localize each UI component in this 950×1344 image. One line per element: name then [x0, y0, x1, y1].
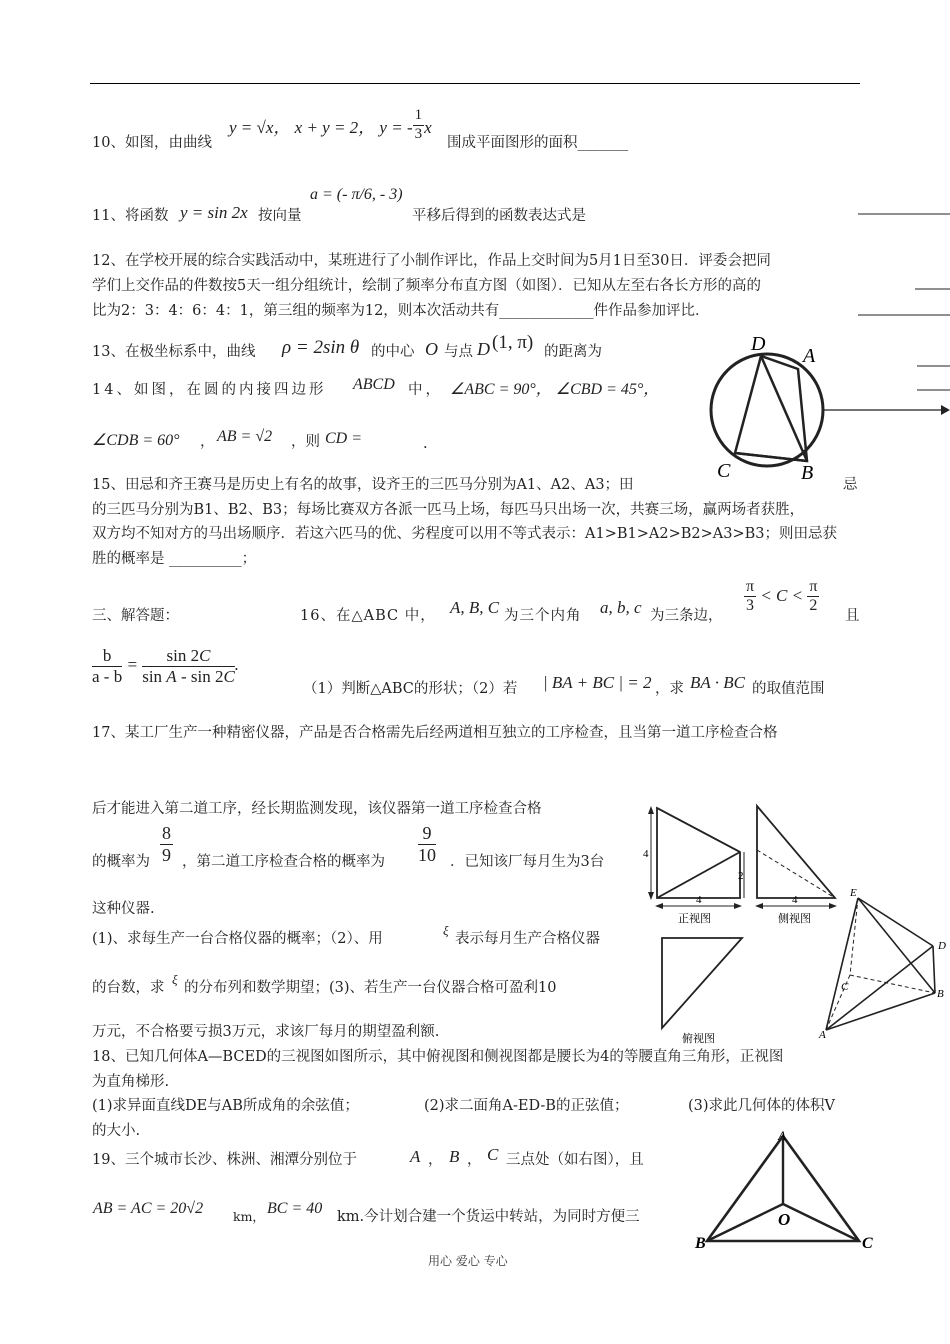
q17-p2-num: 9: [418, 823, 436, 845]
circle-label-c: C: [717, 460, 731, 482]
q19-line1a: 19、三个城市长沙、株洲、湘潭分别位于: [92, 1152, 357, 1168]
front-dim-right: 2: [738, 870, 744, 882]
q17-p1-den: 9: [162, 844, 171, 865]
q16-and: 且: [845, 608, 860, 624]
q16-prefix: 16、在△ABC 中，: [300, 608, 436, 624]
solid-label-d: D: [938, 940, 946, 952]
q18-line4: 的大小.: [92, 1123, 141, 1139]
q10-math-text: y = √x， x + y = 2， y = -: [229, 118, 413, 137]
q17-p2: [418, 823, 436, 865]
q19-comma2: ，: [467, 1152, 482, 1168]
q16-sides: a, b, c: [600, 598, 642, 617]
q14-mid: 中，: [408, 382, 443, 398]
triangle-figure: [692, 1128, 882, 1252]
q10-frac-den: 3: [414, 125, 423, 142]
q13-mid2: 与点: [444, 344, 473, 360]
q15-line4: 胜的概率是 __________；: [92, 551, 257, 567]
three-view-figure: [640, 800, 950, 1048]
q17-p1-num: 8: [162, 823, 171, 843]
q11-mid: 按向量: [258, 208, 302, 224]
q18-line3a: (1)求异面直线DE与AB所成角的余弦值；: [92, 1098, 359, 1114]
header-rule: [90, 83, 860, 84]
q17-line3a: 的概率为: [92, 854, 150, 870]
q12-line1: 12、在学校开展的综合实践活动中，某班进行了小制作评比，作品上交时间为5月1日至30日．评委会把同: [92, 253, 771, 269]
q16-rest3: 的取值范围: [752, 681, 825, 697]
top-view-label: 俯视图: [682, 1033, 715, 1045]
q10-suffix: 围成平面图形的面积_______: [447, 135, 629, 151]
side-dim-width: 4: [792, 894, 798, 906]
q18-line3c: (3)求此几何体的体积V: [688, 1098, 836, 1114]
q16-dot: BA · BC: [690, 673, 745, 692]
q14-cond3: AB = √2: [217, 428, 273, 445]
q14-prefix: 14、如图，在圆的内接四边形: [92, 382, 327, 398]
q16-mid1: 为三个内角: [504, 608, 582, 624]
q16-cond: | BA + BC | = 2: [543, 673, 652, 692]
q13-point: (1, π): [492, 332, 534, 353]
q17-xi-2: ξ: [172, 972, 178, 987]
q13-curve: ρ = 2sin θ: [282, 337, 360, 358]
front-dim-height: 4: [643, 848, 649, 860]
q17-line6b: 的分布列和数学期望；(3)、若生产一台仪器合格可盈利10: [184, 980, 557, 996]
q14-ask: CD =: [325, 430, 363, 447]
q19-comma1: ，: [428, 1152, 443, 1168]
page-footer: 用心 爱心 专心: [428, 1254, 508, 1268]
q19-line2b: km.今计划合建一个货运中转站，为同时方便三: [337, 1209, 640, 1225]
q16-rest2: ，求: [655, 681, 684, 697]
q13-suffix: 的距离为: [544, 344, 602, 360]
q17-xi-1: ξ: [443, 923, 449, 938]
q16-angles: A, B, C: [450, 598, 500, 617]
q18-line3b: (2)求二面角A-ED-B的正弦值；: [424, 1098, 629, 1114]
solid-label-b: B: [937, 988, 944, 1000]
q14-quad: ABCD: [353, 376, 395, 393]
q17-line3b: ，第二道工序检查合格的概率为: [182, 854, 385, 870]
q18-line2: 为直角梯形.: [92, 1074, 170, 1090]
solid-label-c: C: [841, 981, 849, 993]
solid-label-a: A: [819, 1029, 826, 1041]
q16-equation: $\frac{b}{a - b}$ = $\frac{\sin 2C}{\text{sin A - sin 2C}}$ .: [92, 646, 240, 686]
circle-figure: [705, 332, 950, 482]
q17-line6a: 的台数，求: [92, 980, 165, 996]
q17-line4: 这种仪器.: [92, 901, 155, 917]
q14-sep: ，: [200, 434, 215, 450]
q19-c: C: [487, 1145, 499, 1164]
solid-label-e: E: [850, 887, 857, 899]
q19-bc: BC = 40: [267, 1200, 323, 1217]
q11-vector: a = (- π/6, - 3): [310, 186, 403, 203]
q10-fraction: [413, 107, 425, 143]
q19-a: A: [410, 1147, 421, 1166]
q19-b: B: [449, 1147, 460, 1166]
q14-then: ，则: [291, 434, 320, 450]
circle-label-a: A: [803, 345, 816, 367]
q18-line1: 18、已知几何体A—BCED的三视图如图所示，其中俯视图和侧视图都是腰长为4的等腰直角三角形，正视图: [92, 1049, 784, 1065]
q16-rest1: （1）判断△ABC的形状；（2）若: [303, 681, 518, 697]
q17-p1: [160, 823, 173, 865]
q13-O: O: [425, 339, 438, 359]
q13-D: D: [477, 339, 490, 359]
q12-line3: 比为2：3：4：6：4：1，第三组的频率为12，则本次活动共有_____________件作品参加评比．: [92, 303, 710, 319]
q13-mid1: 的中心: [371, 344, 415, 360]
section3-heading: 三、解答题：: [92, 608, 179, 624]
q19-km1: km，: [233, 1209, 265, 1224]
q17-line2: 后才能进入第二道工序，经长期监测发现，该仪器第一道工序检查合格: [92, 801, 542, 817]
q16-range: $\frac{\pi}{3}$ < C < $\frac{\pi}{2}$: [746, 578, 818, 615]
q11-prefix: 11、将函数: [92, 208, 169, 224]
q15-line3: 双方均不知对方的马出场顺序．若这六匹马的优、劣程度可以用不等式表示：A1>B1>A2>B2>A3>B3；则田忌获: [92, 526, 837, 542]
q19-line1b: 三点处（如右图），且: [506, 1152, 644, 1168]
q16-mid2: 为三条边，: [650, 608, 723, 624]
q10-math-end: x: [424, 118, 432, 137]
q13-prefix: 13、在极坐标系中，曲线: [92, 344, 256, 360]
q14-end: .: [423, 436, 428, 452]
circle-label-d: D: [751, 333, 766, 355]
q11-suffix: 平移后得到的函数表达式是: [412, 208, 586, 224]
q10-prefix: 10、如图，由曲线: [92, 135, 212, 151]
triangle-label-b: B: [695, 1235, 706, 1252]
q10-frac-num: 1: [413, 107, 425, 125]
triangle-label-a: A: [778, 1128, 786, 1143]
q15-line2: 的三匹马分别为B1、B2、B3；每场比赛双方各派一匹马上场，每匹马只出场一次，共赛三场，赢两场者获胜，: [92, 502, 805, 518]
q17-line3c: ．已知该厂每月生为3台: [450, 854, 605, 870]
q15-line1-end: 忌: [843, 477, 858, 493]
q14-cond1: ∠ABC = 90°， ∠CBD = 45°，: [450, 381, 660, 398]
q17-line1: 17、某工厂生产一种精密仪器，产品是否合格需先后经两道相互独立的工序检查，且当第一道工序检查合格: [92, 725, 778, 741]
q17-line7: 万元，不合格要亏损3万元，求该厂每月的期望盈利额.: [92, 1024, 440, 1040]
q14-cond2: ∠CDB = 60°: [92, 432, 180, 449]
q17-p2-den: 10: [418, 844, 436, 865]
q17-line5b: 表示每月生产合格仪器: [455, 931, 600, 947]
triangle-label-o: O: [778, 1210, 791, 1229]
circle-label-b: B: [801, 462, 814, 484]
q19-math: AB = AC = 20√2: [93, 1200, 204, 1217]
q10-math: [229, 107, 432, 143]
q15-line1: 15、田忌和齐王赛马是历史上有名的故事，设齐王的三匹马分别为A1、A2、A3；田: [92, 477, 634, 493]
triangle-label-c: C: [862, 1235, 873, 1252]
side-view-label: 侧视图: [778, 913, 811, 925]
front-dim-width: 4: [696, 894, 702, 906]
q17-line5a: (1)、求每生产一台合格仪器的概率；（2）、用: [92, 931, 383, 947]
q12-line2: 学们上交作品的件数按5天一组分组统计，绘制了频率分布直方图（如图）．已知从左至右各长方形的高的: [92, 278, 761, 294]
q11-function: y = sin 2x: [180, 203, 248, 222]
front-view-label: 正视图: [678, 913, 711, 925]
